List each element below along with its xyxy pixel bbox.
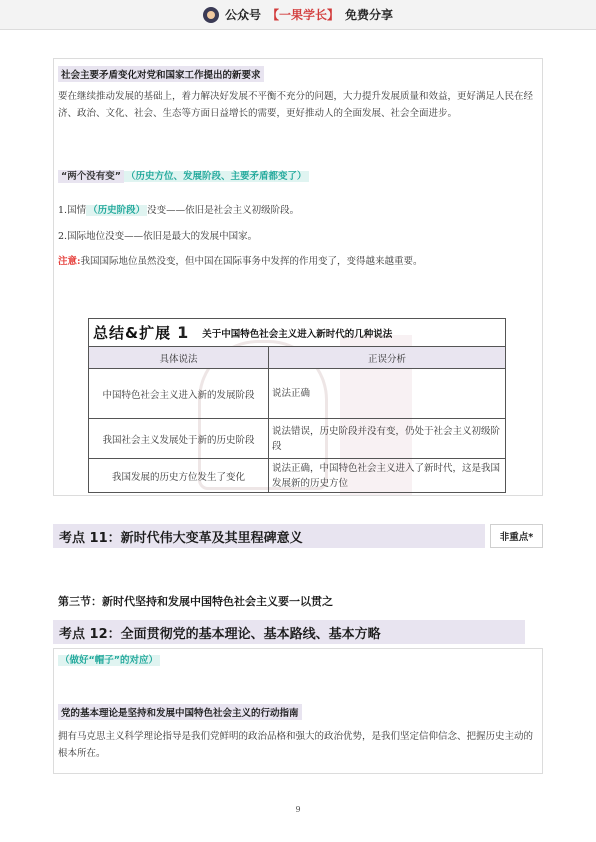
table-row	[89, 419, 506, 459]
col-analysis-header: 正误分析	[269, 347, 506, 369]
block2-paragraph: 拥有马克思主义科学理论指导是我们党鲜明的政治品格和强大的政治优势，是我们坚定信仰信念、把握历史主动的根本所在。	[58, 731, 534, 759]
key-point-11: 考点 11：新时代伟大变革及其里程碑意义	[53, 524, 485, 548]
summary-header	[88, 318, 506, 346]
header-brand: 【一果学长】	[266, 8, 339, 22]
hat-note	[58, 652, 160, 669]
two-unchanged-heading	[58, 168, 540, 185]
claim-cell: 我国发展的历史方位发生了变化	[89, 459, 269, 493]
summary-number: 1	[177, 323, 189, 342]
item-1-prefix: 1.国情	[58, 205, 87, 216]
block2-title: 党的基本理论是坚持和发展中国特色社会主义的行动指南	[58, 704, 302, 720]
claim-cell: 中国特色社会主义进入新的发展阶段	[89, 369, 269, 419]
table-row	[89, 369, 506, 419]
section-3-heading: 第三节：新时代坚持和发展中国特色社会主义要一以贯之	[58, 595, 333, 608]
block1-title: 社会主要矛盾变化对党和国家工作提出的新要求	[58, 66, 264, 82]
note-line	[58, 253, 540, 270]
page-number: 9	[295, 805, 301, 814]
page-header	[0, 0, 596, 30]
block1-paragraph: 要在继续推动发展的基础上，着力解决好发展不平衡不充分的问题，大力提升发展质量和效益，更好满足人民在经济、政治、文化、社会、生态等方面日益增长的需要，更好推动人的全面发展、社会全面进步。	[58, 91, 534, 119]
analysis-cell: 说法正确	[269, 369, 506, 419]
analysis-cell: 说法错误，历史阶段并没有变，仍处于社会主义初级阶段	[269, 419, 506, 459]
two-unchanged-note: （历史方位、发展阶段、主要矛盾都变了）	[126, 171, 307, 182]
col-claim-header: 具体说法	[89, 347, 269, 369]
summary-table	[88, 346, 506, 493]
note-text: 我国国际地位虽然没变，但中国在国际事务中发挥的作用变了，变得越来越重要。	[80, 256, 423, 267]
item-1-suffix: 没变——依旧是社会主义初级阶段。	[147, 205, 300, 216]
header-prefix: 公众号	[224, 8, 261, 22]
table-row	[89, 459, 506, 493]
summary-table-header	[89, 347, 506, 369]
summary-label: 总结&扩展	[93, 324, 172, 342]
non-key-tag: 非重点*	[490, 524, 543, 548]
item-1-note: （历史阶段）	[88, 205, 146, 216]
note-label: 注意:	[58, 256, 81, 267]
item-1	[58, 202, 540, 219]
item-2: 2.国际地位没变——依旧是最大的发展中国家。	[58, 231, 258, 242]
hat-note-text: （做好“帽子”的对应）	[60, 655, 158, 666]
claim-cell: 我国社会主义发展处于新的历史阶段	[89, 419, 269, 459]
two-unchanged-title: “两个没有变”	[58, 170, 124, 183]
key-point-12: 考点 12：全面贯彻党的基本理论、基本路线、基本方略	[53, 620, 525, 644]
header-suffix: 免费分享	[345, 8, 394, 22]
avatar-icon	[203, 7, 219, 23]
summary-title: 关于中国特色社会主义进入新时代的几种说法	[202, 328, 393, 340]
analysis-cell: 说法正确，中国特色社会主义进入了新时代，这是我国发展新的历史方位	[269, 459, 506, 493]
